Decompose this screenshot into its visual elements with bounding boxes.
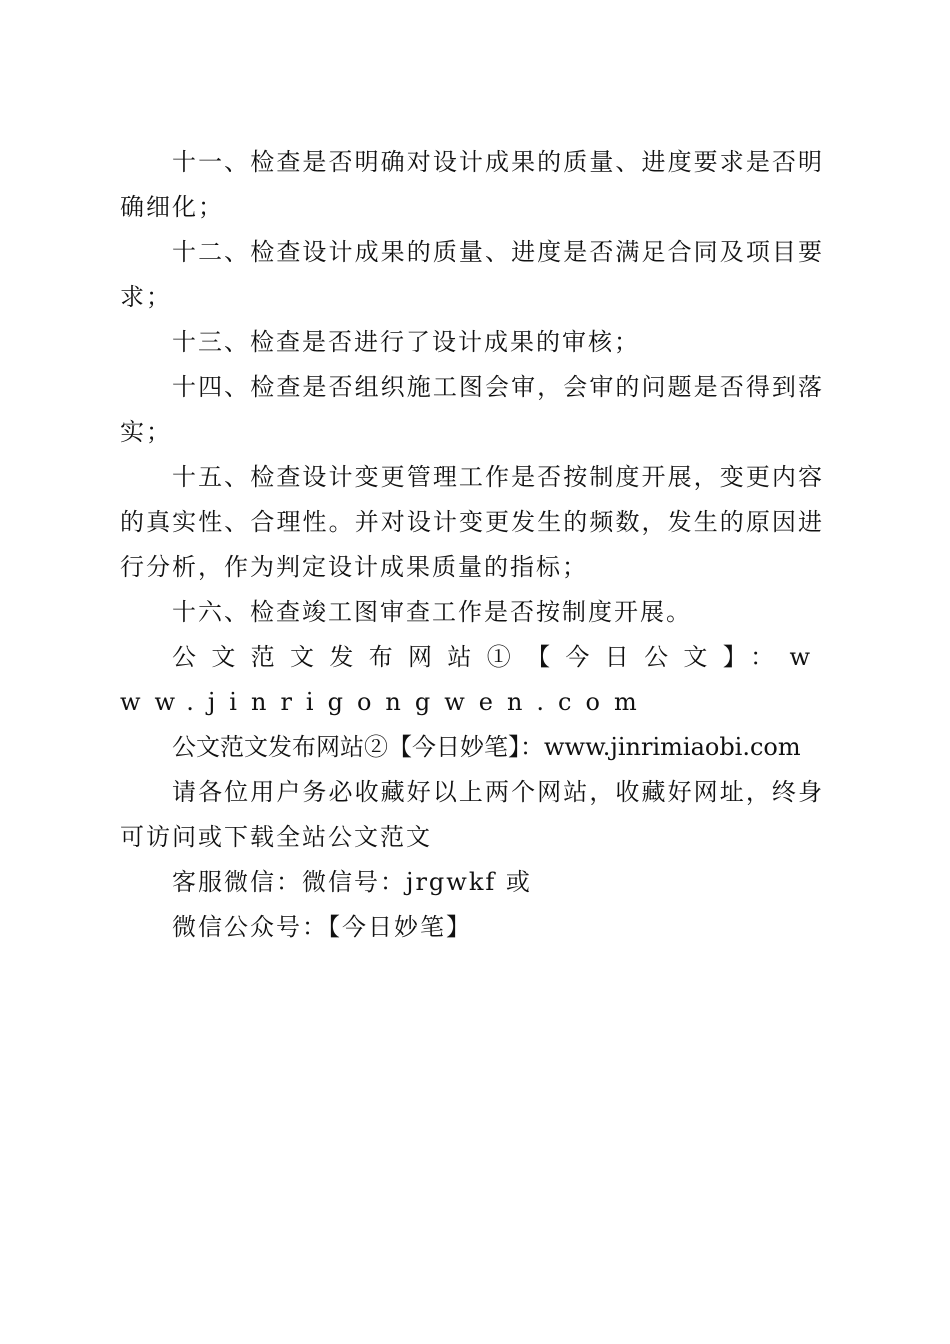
paragraph-item-13: 十三、检查是否进行了设计成果的审核； <box>172 328 640 356</box>
footer-notice: 请各位用户务必收藏好以上两个网站，收藏好网址，终身可访问或下载全站公文范文 <box>120 778 824 851</box>
paragraph-item-16: 十六、检查竣工图审查工作是否按制度开展。 <box>172 598 692 626</box>
footer-site-1: 公文范文发布网站①【今日公文】：www.jinrigongwen.com <box>120 643 824 716</box>
paragraph-item-12: 十二、检查设计成果的质量、进度是否满足合同及项目要求； <box>120 238 824 311</box>
document-page <box>120 140 824 950</box>
footer-official-account: 微信公众号：【今日妙笔】 <box>172 913 472 941</box>
footer-site-2: 公文范文发布网站②【今日妙笔】：www.jinrimiaobi.com <box>172 733 801 761</box>
footer-service-wechat: 客服微信：微信号：jrgwkf 或 <box>172 868 532 896</box>
paragraph-item-14: 十四、检查是否组织施工图会审，会审的问题是否得到落实； <box>120 373 824 446</box>
paragraph-item-15: 十五、检查设计变更管理工作是否按制度开展，变更内容的真实性、合理性。并对设计变更发生的频数，发生的原因进行分析，作为判定设计成果质量的指标； <box>120 463 824 581</box>
paragraph-item-11: 十一、检查是否明确对设计成果的质量、进度要求是否明确细化； <box>120 148 824 221</box>
